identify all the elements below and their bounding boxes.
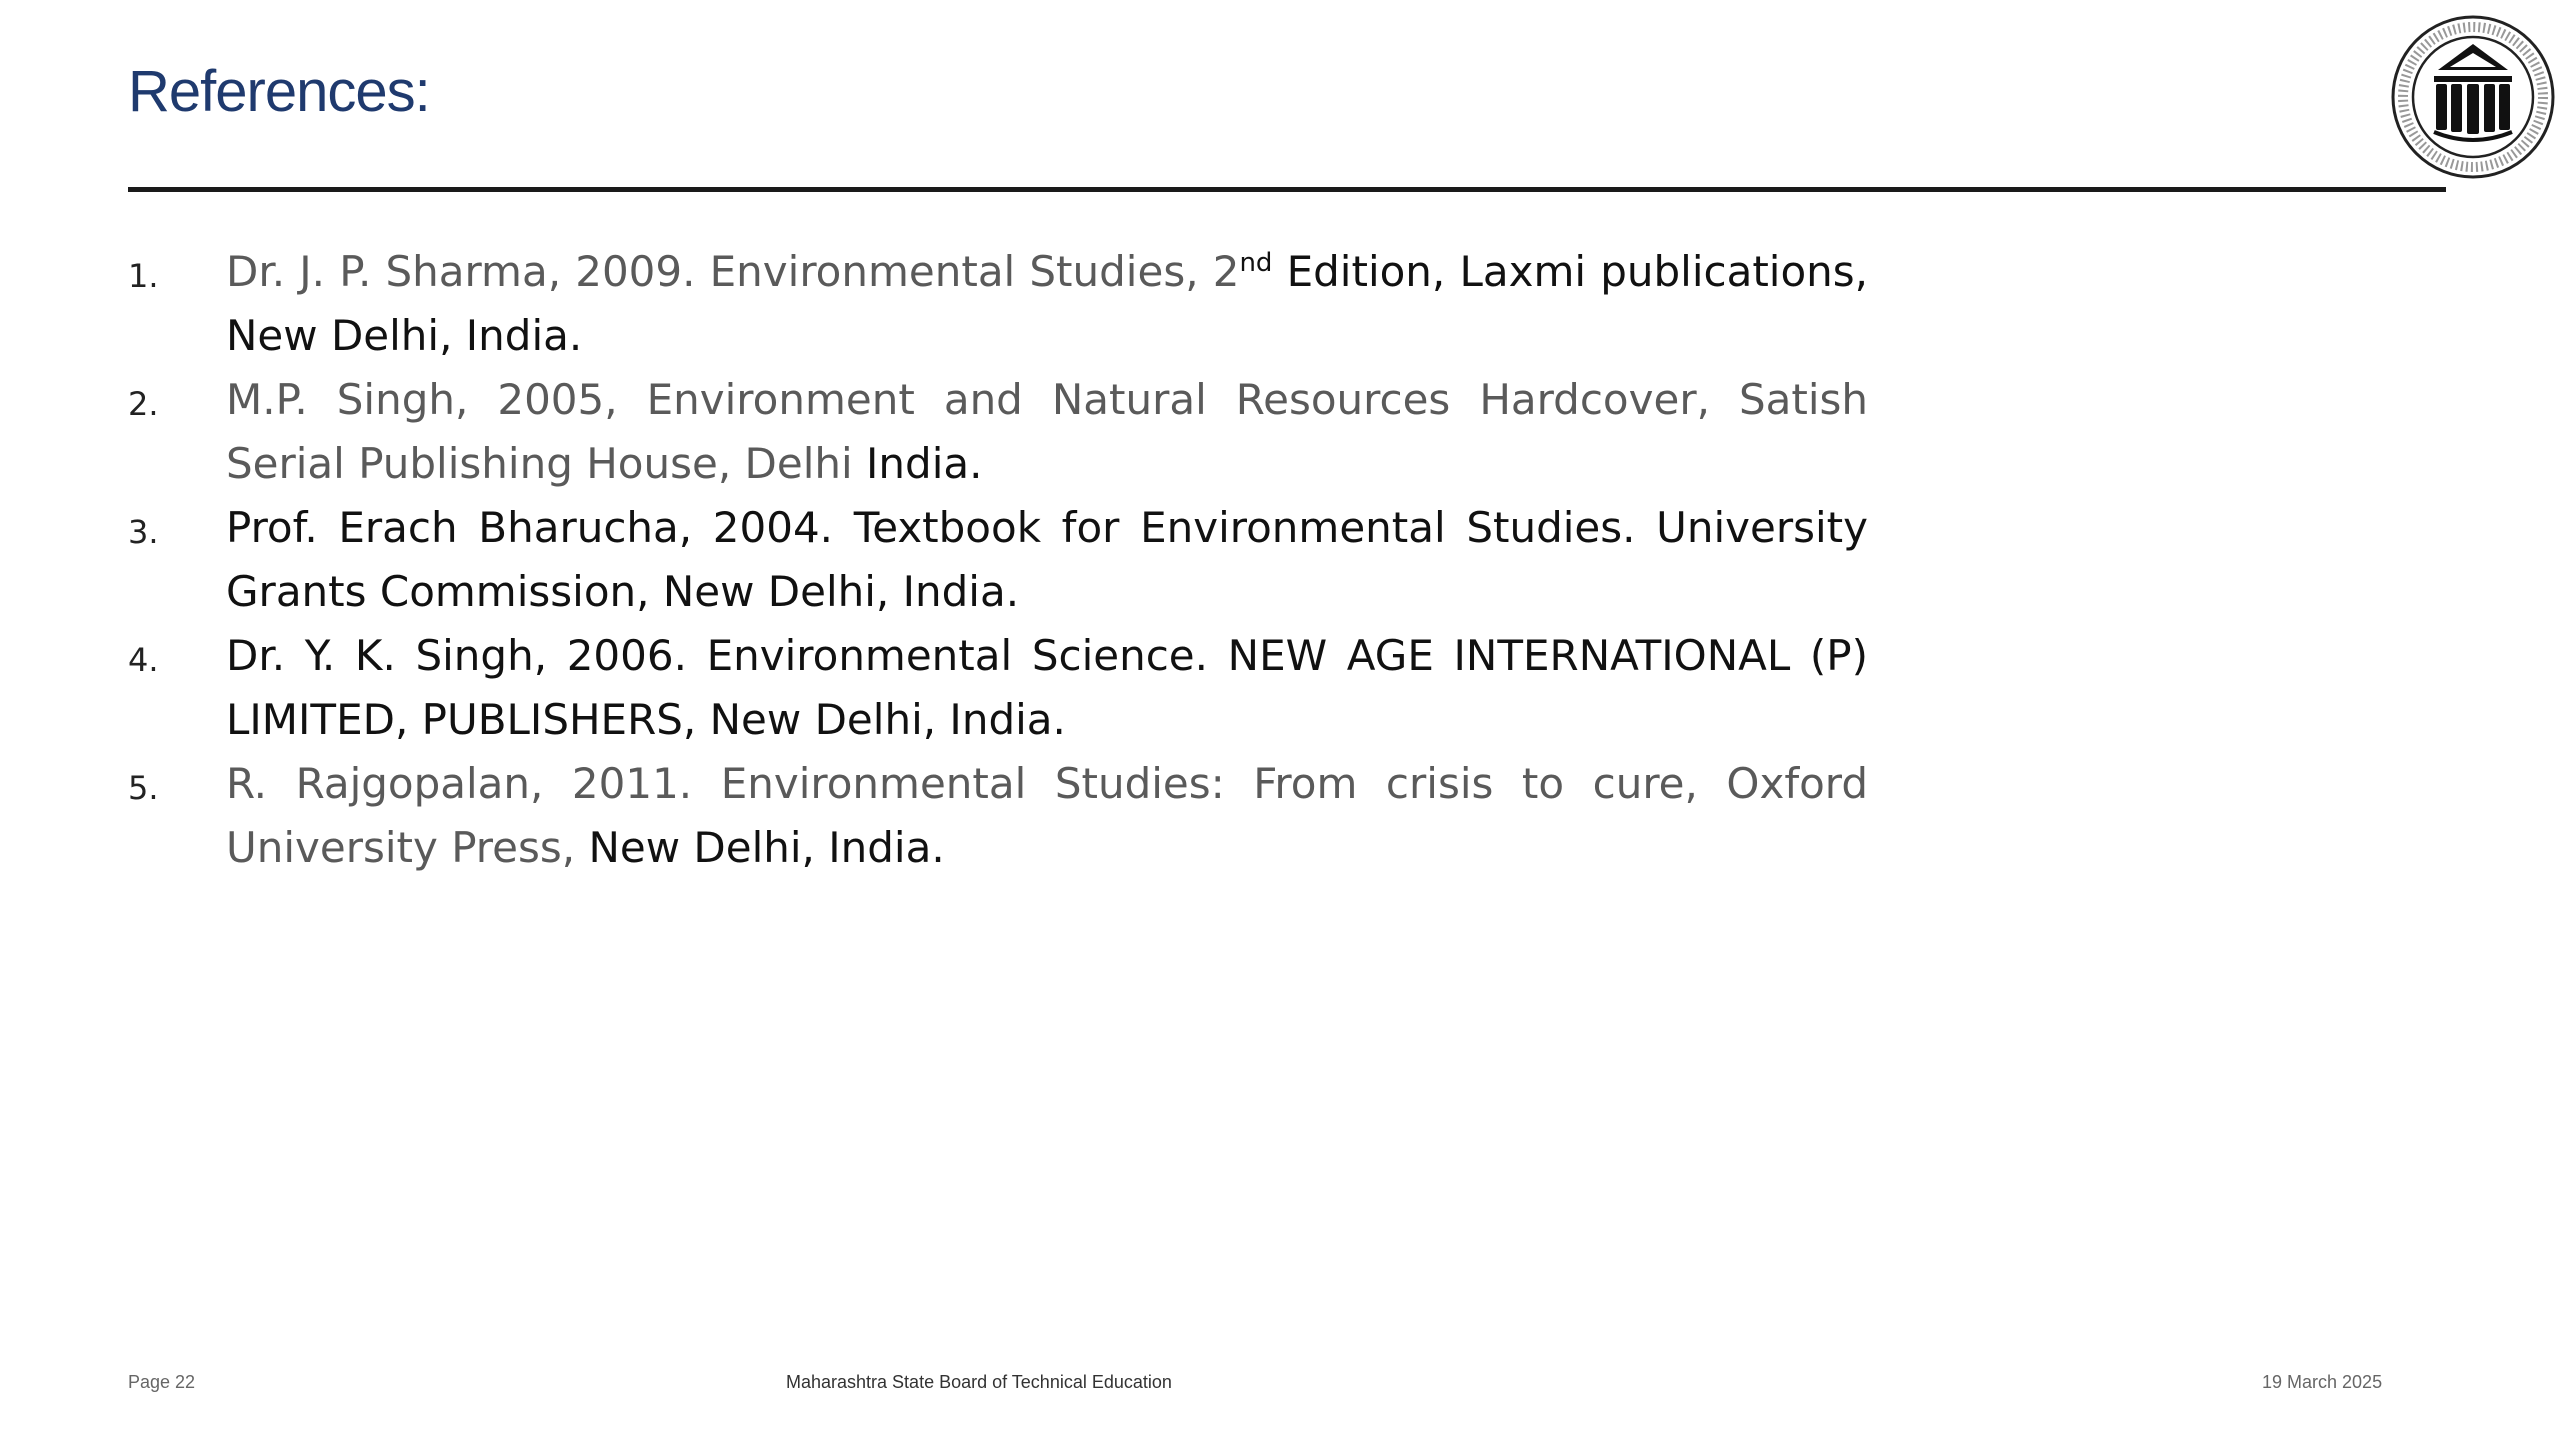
title-divider (128, 187, 2446, 192)
msbte-logo-icon (2390, 14, 2556, 180)
reference-text: R. Rajgopalan, 2011. Environmental Studies: From crisis to cure, Oxford University Press, (226, 759, 1868, 872)
reference-item-5 (128, 752, 1868, 880)
reference-text: Dr. J. P. Sharma, 2009. Environmental Studies, 2 (226, 247, 1240, 296)
reference-text-continued: Edition, Laxmi publications, New Delhi, India. (226, 247, 1868, 360)
reference-item-3 (128, 496, 1868, 624)
reference-number: 4. (128, 641, 159, 679)
footer-date: 19 March 2025 (2262, 1372, 2383, 1392)
slide-title: References: (128, 59, 430, 124)
reference-text: Dr. Y. K. Singh, 2006. Environmental Science. NEW AGE INTERNATIONAL (P) LIMITED, PUBLISHERS, New Delhi, India. (226, 631, 1868, 744)
reference-item-1 (128, 240, 1868, 368)
footer-organization: Maharashtra State Board of Technical Education (786, 1372, 1172, 1392)
reference-item-2 (128, 368, 1868, 496)
reference-text: Prof. Erach Bharucha, 2004. Textbook for Environmental Studies. University Grants Commission, New Delhi, India. (226, 503, 1868, 616)
reference-number: 1. (128, 257, 159, 295)
reference-number: 3. (128, 513, 159, 551)
reference-text-continued: New Delhi, India. (575, 823, 945, 872)
reference-text: M.P. Singh, 2005, Environment and Natural Resources Hardcover, Satish Serial Publishing House, Delhi (226, 375, 1868, 488)
reference-text-continued: India. (852, 439, 983, 488)
reference-list (128, 240, 1868, 880)
reference-number: 2. (128, 385, 159, 423)
reference-item-4 (128, 624, 1868, 752)
ordinal-suffix: nd (1239, 248, 1273, 278)
page-number: Page 22 (128, 1372, 196, 1392)
reference-number: 5. (128, 769, 159, 807)
